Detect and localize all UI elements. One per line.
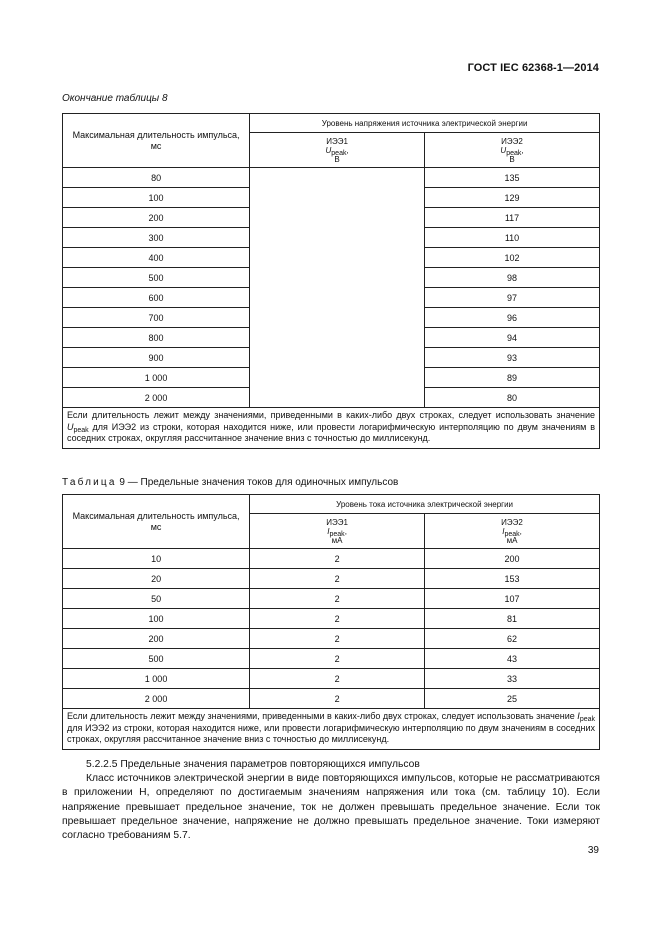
- t8-es2-cell: 117: [425, 208, 600, 228]
- t9-es1-cell: 2: [250, 629, 425, 649]
- table9-caption: [62, 477, 398, 488]
- table-8: [62, 113, 600, 449]
- t8-es2-cell: 98: [425, 268, 600, 288]
- t8-duration-cell: 200: [63, 208, 250, 228]
- t9-col-es2-sub: peak: [504, 530, 520, 538]
- t9-duration-cell: 100: [63, 609, 250, 629]
- t8-row-header: Максимальная длительность импульса, мс: [63, 114, 250, 168]
- t9-col-es2: ИЭЭ2 $I_{peak}$, мА: [425, 514, 600, 549]
- t9-duration-cell: 1 000: [63, 669, 250, 689]
- t8-duration-cell: 800: [63, 328, 250, 348]
- table-row: [63, 629, 600, 649]
- table-row: [63, 669, 600, 689]
- t9-es1-cell: 2: [250, 689, 425, 709]
- t9-es2-cell: 33: [425, 669, 600, 689]
- t8-col-es1: ИЭЭ1 $U_{peak}$, В: [250, 133, 425, 168]
- t8-duration-cell: 1 000: [63, 368, 250, 388]
- t9-note-after: для ИЭЭ2 из строки, которая находится ниже, или провести логарифмическую интерполяцию по двум значениям в соседних строках, округляя рассчитанное значение вниз с точностью до миллисекунд.: [67, 722, 595, 744]
- t9-es2-cell: 62: [425, 629, 600, 649]
- t8-es2-cell: 135: [425, 168, 600, 188]
- t8-note: [63, 408, 600, 449]
- table-row: [63, 168, 600, 188]
- t8-note-after: для ИЭЭ2 из строки, которая находится ниже, или провести логарифмическую интерполяцию по двум значениям в соседних строках, округляя рассчитанное значение вниз с точностью до миллисекунд.: [67, 421, 595, 443]
- t8-es2-cell: 89: [425, 368, 600, 388]
- t8-duration-cell: 300: [63, 228, 250, 248]
- t9-group-header: Уровень тока источника электрической энергии: [250, 495, 600, 514]
- t8-col-es2-sub: peak: [506, 149, 522, 157]
- t9-duration-cell: 10: [63, 549, 250, 569]
- t8-duration-cell: 2 000: [63, 388, 250, 408]
- t8-col-es2-unit: В: [509, 154, 515, 164]
- section-heading: 5.2.2.5 Предельные значения параметров повторяющихся импульсов: [86, 759, 420, 770]
- t9-note-before: Если длительность лежит между значениями, приведенными в каких-либо двух строках, следует использовать значение: [67, 711, 578, 721]
- t8-note-sub: peak: [73, 426, 89, 434]
- t9-col-es1: ИЭЭ1 $I_{peak}$, мА: [250, 514, 425, 549]
- t8-es2-cell: 129: [425, 188, 600, 208]
- t9-col-es1-name: ИЭЭ1: [326, 517, 348, 527]
- t8-note-before: Если длительность лежит между значениями, приведенными в каких-либо двух строках, следует использовать значение: [67, 410, 595, 420]
- t8-col-es2: ИЭЭ2 $U_{peak}$, В: [425, 133, 600, 168]
- t8-es2-cell: 110: [425, 228, 600, 248]
- section-body: Класс источников электрической энергии в виде повторяющихся импульсов, которые не рассматриваются в приложении Н, определяют по достигаемым значениям напряжения или тока (см. таблицу 10). Если напряжение превышает предельное значение, ток не должен превышать предельное значение. Если ток превышает предельное значение, напряжение не должно превышать предельное значение. Токи измеряют согласно требованиям 5.7.: [62, 773, 600, 842]
- t8-es2-cell: 80: [425, 388, 600, 408]
- table-row: [63, 549, 600, 569]
- t8-col-es1-name: ИЭЭ1: [326, 136, 348, 146]
- t9-es1-cell: 2: [250, 669, 425, 689]
- t9-col-es1-unit: мА: [331, 535, 343, 545]
- t9-duration-cell: 500: [63, 649, 250, 669]
- t8-es2-cell: 94: [425, 328, 600, 348]
- page-number: 39: [587, 845, 599, 856]
- t9-es1-cell: 2: [250, 549, 425, 569]
- t9-es2-cell: 153: [425, 569, 600, 589]
- t9-note-symbol: I: [577, 711, 580, 721]
- t8-es1-empty-cell: [250, 168, 425, 408]
- t9-note: [63, 709, 600, 750]
- t9-es2-cell: 200: [425, 549, 600, 569]
- standard-header: ГОСТ IEC 62368-1—2014: [467, 62, 599, 74]
- t8-es2-cell: 93: [425, 348, 600, 368]
- t9-col-es2-symbol: I: [502, 526, 505, 536]
- t8-duration-cell: 80: [63, 168, 250, 188]
- t8-es2-cell: 96: [425, 308, 600, 328]
- t8-duration-cell: 700: [63, 308, 250, 328]
- table8-caption: Окончание таблицы 8: [62, 93, 168, 104]
- t8-col-es1-sub: peak: [331, 149, 347, 157]
- t9-es1-cell: 2: [250, 649, 425, 669]
- t9-es2-cell: 81: [425, 609, 600, 629]
- table9-caption-text: 9 — Предельные значения токов для одиночных импульсов: [116, 477, 399, 488]
- t9-duration-cell: 200: [63, 629, 250, 649]
- section-5-2-2-5: [62, 758, 600, 843]
- t9-duration-cell: 2 000: [63, 689, 250, 709]
- t8-es2-cell: 102: [425, 248, 600, 268]
- table-row: [63, 649, 600, 669]
- t9-row-header: Максимальная длительность импульса, мс: [63, 495, 250, 549]
- t8-col-es1-unit: В: [334, 154, 340, 164]
- table9-caption-label: Таблица: [62, 477, 117, 488]
- table-row: [63, 609, 600, 629]
- table-row: [63, 689, 600, 709]
- t8-group-header: Уровень напряжения источника электрической энергии: [250, 114, 600, 133]
- t9-es1-cell: 2: [250, 589, 425, 609]
- t8-note-symbol: U: [67, 421, 74, 432]
- t8-duration-cell: 600: [63, 288, 250, 308]
- table-9: [62, 494, 600, 750]
- t9-duration-cell: 50: [63, 589, 250, 609]
- t9-es2-cell: 25: [425, 689, 600, 709]
- t9-col-es1-symbol: I: [327, 526, 330, 536]
- t8-es2-cell: 97: [425, 288, 600, 308]
- t9-col-es2-unit: мА: [506, 535, 518, 545]
- t9-es1-cell: 2: [250, 569, 425, 589]
- t9-note-sub: peak: [579, 716, 595, 723]
- t9-duration-cell: 20: [63, 569, 250, 589]
- t8-duration-cell: 400: [63, 248, 250, 268]
- t9-es2-cell: 43: [425, 649, 600, 669]
- t8-duration-cell: 100: [63, 188, 250, 208]
- t8-col-es1-symbol: U: [325, 145, 332, 155]
- t9-col-es1-sub: peak: [329, 530, 345, 538]
- t8-col-es2-name: ИЭЭ2: [501, 136, 523, 146]
- t8-duration-cell: 500: [63, 268, 250, 288]
- table-row: [63, 589, 600, 609]
- t8-duration-cell: 900: [63, 348, 250, 368]
- t9-es1-cell: 2: [250, 609, 425, 629]
- t9-es2-cell: 107: [425, 589, 600, 609]
- table-row: [63, 569, 600, 589]
- t9-col-es2-name: ИЭЭ2: [501, 517, 523, 527]
- t8-col-es2-symbol: U: [500, 145, 507, 155]
